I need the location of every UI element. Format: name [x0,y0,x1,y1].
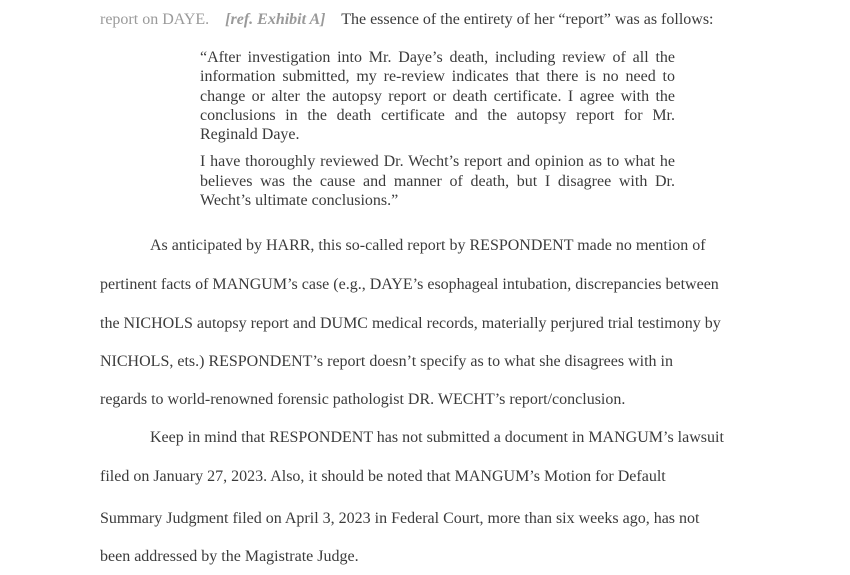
block-quote [200,48,675,210]
paragraph-1-line-1: As anticipated by HARR, this so-called report by RESPONDENT made no mention of [150,237,706,254]
paragraph-1-line-3: the NICHOLS autopsy report and DUMC medical records, materially perjured trial testimony by [100,315,721,332]
top-line-rest: The essence of the entirety of her “report” was as follows: [341,11,714,28]
paragraph-2-line-4: been addressed by the Magistrate Judge. [100,548,359,565]
paragraph-1-line-2: pertinent facts of MANGUM’s case (e.g., DAYE’s esophageal intubation, discrepancies between [100,276,719,293]
paragraph-1-line-4: NICHOLS, ets.) RESPONDENT’s report doesn’t specify as to what she disagrees with in [100,353,673,370]
top-line-lead: report on DAYE. [100,11,210,28]
quote-paragraph-2: I have thoroughly reviewed Dr. Wecht’s report and opinion as to what he believes was the cause and manner of death, but I disagree with Dr. Wecht’s ultimate conclusions.” [200,153,675,210]
paragraph-2-line-2: filed on January 27, 2023. Also, it should be noted that MANGUM’s Motion for Default [100,468,666,485]
paragraph-2-line-1: Keep in mind that RESPONDENT has not submitted a document in MANGUM’s lawsuit [150,429,724,446]
paragraph-1-line-5: regards to world-renowned forensic pathologist DR. WECHT’s report/conclusion. [100,391,626,408]
paragraph-2-line-3: Summary Judgment filed on April 3, 2023 in Federal Court, more than six weeks ago, has not [100,510,700,527]
document-top-line [100,10,713,30]
exhibit-reference: [ref. Exhibit A] [225,11,326,28]
quote-paragraph-1: “After investigation into Mr. Daye’s death, including review of all the information submitted, my re-review indicates that there is no need to change or alter the autopsy report or death certificate. I agree with the conclusions in the death certificate and the autopsy report for Mr. Reginald Daye. [200,49,675,144]
